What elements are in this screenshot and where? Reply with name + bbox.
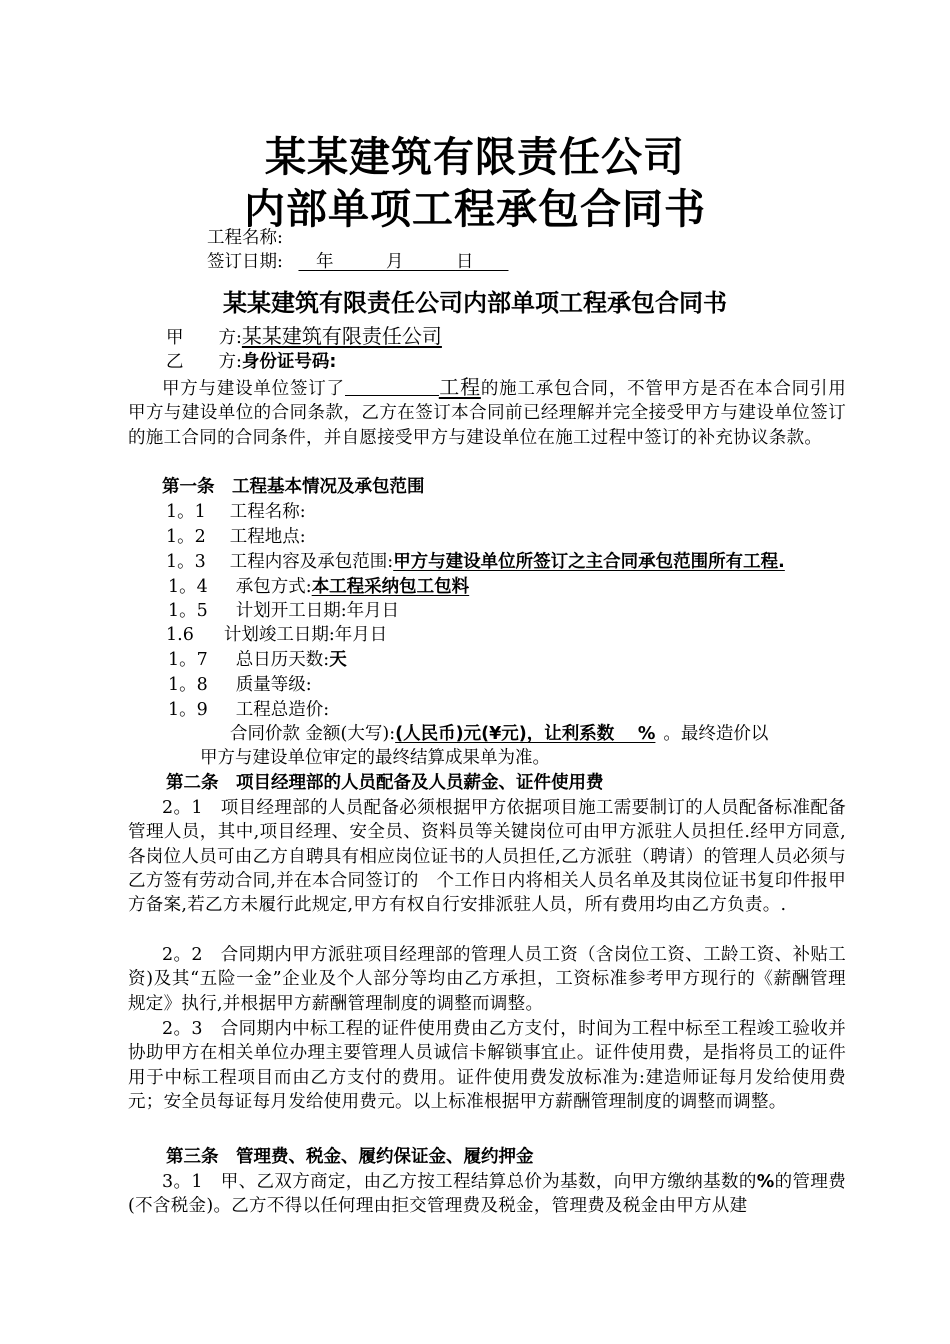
item-label: 计划开工日期:年月日 — [235, 601, 400, 621]
item-1-7 — [168, 648, 347, 672]
date-year: 年 — [315, 252, 334, 272]
price-label: 合同价款 金额(大写): — [230, 724, 396, 744]
item-num: 1。1 — [166, 502, 206, 522]
item-1-8 — [168, 673, 312, 697]
main-heading: 某某建筑有限责任公司内部单项工程承包合同书 — [223, 289, 727, 317]
item-num: 1。5 — [168, 601, 208, 621]
party-a-value: 某某建筑有限责任公司 — [241, 324, 442, 348]
sign-date-field — [298, 250, 544, 274]
item-num: 1.6 — [166, 625, 194, 645]
item-1-1 — [166, 500, 306, 524]
item-value: 本工程采纳包工包料 — [311, 577, 470, 597]
item-label: 工程内容及承包范围: — [229, 552, 394, 572]
date-month: 月 — [385, 252, 404, 272]
article2-para-3: 2。3 合同期内中标工程的证件使用费由乙方支付，时间为工程中标至工程竣工验收并协助甲方在相关单位办理主要管理人员诚信卡解锁事宜止。证件使用费，是指将员工的证件用于中标工程项目而由乙方支付的费用。证件使用费发放标准为:建造师证每月发给使用费元；安全员每证每月发给使用费元。以上标准根据甲方薪酬管理制度的调整而调整。 — [128, 1019, 846, 1112]
article2-para-2: 2。2 合同期内甲方派驻项目经理部的管理人员工资（含岗位工资、工龄工资、补贴工资)及其“五险一金”企业及个人部分等均由乙方承担，工资标准参考甲方现行的《薪酬管理规定》执行,并根据甲方薪酬管理制度的调整而调整。 — [128, 945, 846, 1014]
item-value: 天 — [329, 650, 347, 670]
item-label: 工程名称: — [229, 502, 306, 522]
article3-text-a: 3。1 甲、乙双方商定，由乙方按工程结算总价为基数，向甲方缴纳基数的 — [162, 1172, 757, 1192]
item-value: 甲方与建设单位所签订之主合同承包范围所有工程. — [393, 552, 785, 572]
company-title: 某某建筑有限责任公司 — [265, 133, 685, 181]
article3-para-1 — [128, 1170, 846, 1219]
item-1-6 — [166, 623, 387, 647]
item-label: 承包方式: — [235, 577, 312, 597]
item-label: 总日历天数: — [235, 650, 330, 670]
item-num: 1。2 — [166, 527, 206, 547]
article2-heading: 第二条 项目经理部的人员配备及人员薪金、证件使用费 — [166, 773, 604, 793]
item-num: 1。8 — [168, 675, 208, 695]
item-label: 计划竣工日期:年月日 — [223, 625, 388, 645]
intro-text-before: 甲方与建设单位签订了 — [162, 379, 345, 399]
item-num: 1。7 — [168, 650, 208, 670]
party-b-row — [166, 350, 336, 374]
item-label: 质量等级: — [235, 675, 312, 695]
article2-para-1: 2。1 项目经理部的人员配备必须根据甲方依据项目施工需要制订的人员配备标准配备管理人员，其中,项目经理、安全员、资料员等关键岗位可由甲方派驻人员担任.经甲方同意,各岗位人员可由乙方自聘具有相应岗位证书的人员担任,乙方派驻（聘请）的管理人员必须与乙方签有劳动合同,并在本合同签订的 个工作日内将相关人员名单及其岗位证书复印件报甲方备案,若乙方未履行此规定,甲方有权自行安排派驻人员，所有费用均由乙方负责。. — [128, 798, 846, 916]
item-1-3 — [166, 550, 785, 574]
intro-blank — [345, 377, 439, 396]
party-b-label: 乙 方: — [166, 352, 242, 372]
contract-title: 内部单项工程承包合同书 — [244, 185, 706, 233]
intro-text-after: 的施工承包合同，不管甲方是否在本合同引用甲方与建设单位的合同条款，乙方在签订本合同前已经理解并完全接受甲方与建设单位签订的施工合同的合同条件，并自愿接受甲方与建设单位在施工过程中签订的补充协议条款。 — [128, 379, 846, 448]
party-a-row — [166, 324, 442, 350]
item-1-2 — [166, 525, 306, 549]
intro-paragraph — [128, 375, 846, 450]
intro-project-word: 工程 — [438, 375, 481, 399]
item-1-4 — [168, 575, 479, 599]
price-value: (人民币)元(¥元)，让利系数 % — [395, 724, 656, 744]
sign-date-row — [207, 250, 544, 274]
contract-price-row — [230, 722, 768, 746]
price-line2: 甲方与建设单位审定的最终结算成果单为准。 — [200, 748, 550, 768]
article1-heading: 第一条 工程基本情况及承包范围 — [162, 477, 425, 497]
item-num: 1。4 — [168, 577, 208, 597]
item-label: 工程总造价: — [235, 700, 330, 720]
project-name-row — [207, 226, 283, 250]
project-name-label: 工程名称: — [207, 228, 283, 248]
sign-date-label: 签订日期: — [207, 252, 283, 272]
item-num: 1。3 — [166, 552, 206, 572]
price-tail: 。最终造价以 — [663, 724, 769, 744]
item-1-5 — [168, 599, 399, 623]
item-1-9 — [168, 698, 329, 722]
article3-text-c: 的管理费(不含税金)。乙方不得以任何理由拒交管理费及税金，管理费及税金由甲方从建 — [128, 1172, 847, 1217]
party-a-label: 甲 方: — [166, 328, 242, 348]
item-num: 1。9 — [168, 700, 208, 720]
article3-percent: % — [756, 1172, 775, 1192]
article3-heading: 第三条 管理费、税金、履约保证金、履约押金 — [166, 1147, 534, 1167]
date-day: 日 — [455, 252, 474, 272]
party-b-id-label: 身份证号码: — [241, 352, 337, 372]
item-label: 工程地点: — [229, 527, 306, 547]
